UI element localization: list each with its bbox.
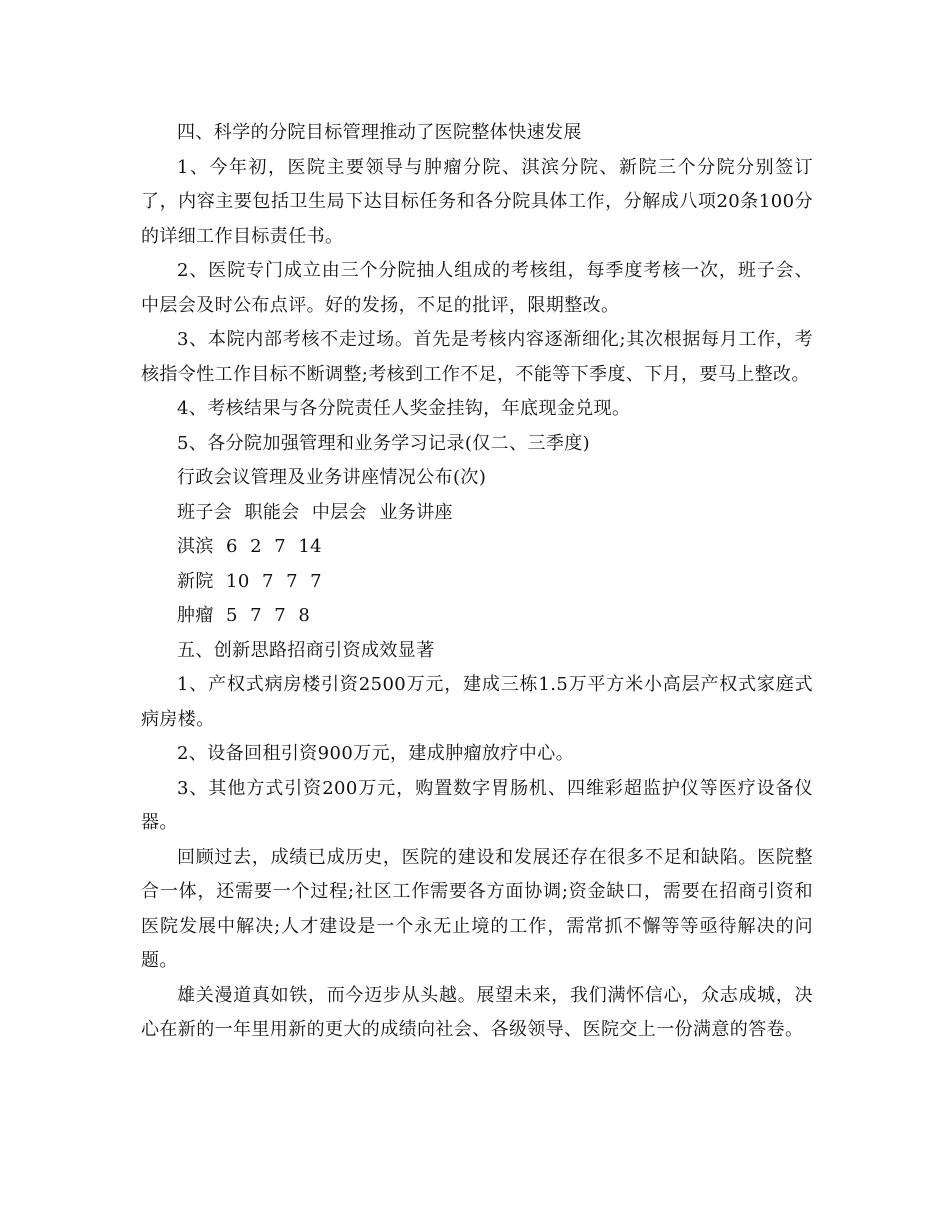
- paragraph: 3、本院内部考核不走过场。首先是考核内容逐渐细化;其次根据每月工作，考核指令性工作目标不断调整;考核到工作不足，不能等下季度、下月，要马上整改。: [141, 329, 813, 385]
- table-row: 肿瘤 5 7 7 8: [177, 605, 311, 626]
- table-header-row: 班子会 职能会 中层会 业务讲座: [177, 501, 453, 523]
- table-row: 淇滨 6 2 7 14: [177, 536, 323, 557]
- paragraph: 回顾过去，成绩已成历史，医院的建设和发展还存在很多不足和缺陷。医院整合一体，还需要一个过程;社区工作需要各方面协调;资金缺口，需要在招商引资和医院发展中解决;人才建设是一个永无止境的工作，需常抓不懈等等亟待解决的问题。: [141, 846, 813, 971]
- paragraph: 2、设备回租引资900万元，建成肿瘤放疗中心。: [177, 743, 575, 764]
- table-caption: 行政会议管理及业务讲座情况公布(次): [177, 467, 487, 488]
- section-heading-five: 五、创新思路招商引资成效显著: [177, 639, 435, 661]
- document-body: [141, 116, 813, 1048]
- paragraph: 1、今年初，医院主要领导与肿瘤分院、淇滨分院、新院三个分院分别签订了，内容主要包括卫生局下达目标任务和各分院具体工作，分解成八项20条100分的详细工作目标责任书。: [141, 156, 813, 247]
- paragraph: 2、医院专门成立由三个分院抽人组成的考核组，每季度考核一次，班子会、中层会及时公布点评。好的发扬，不足的批评，限期整改。: [141, 260, 813, 316]
- paragraph: 雄关漫道真如铁，而今迈步从头越。展望未来，我们满怀信心，众志成城，决心在新的一年里用新的更大的成绩向社会、各级领导、医院交上一份满意的答卷。: [141, 984, 813, 1040]
- paragraph: 5、各分院加强管理和业务学习记录(仅二、三季度): [177, 432, 591, 454]
- paragraph: 3、其他方式引资200万元，购置数字胃肠机、四维彩超监护仪等医疗设备仪器。: [141, 777, 813, 833]
- table-row: 新院 10 7 7 7: [177, 570, 323, 592]
- paragraph: 1、产权式病房楼引资2500万元，建成三栋1.5万平方米小高层产权式家庭式病房楼。: [141, 674, 813, 730]
- section-heading-four: 四、科学的分院目标管理推动了医院整体快速发展: [177, 122, 582, 143]
- paragraph: 4、考核结果与各分院责任人奖金挂钩，年底现金兑现。: [177, 398, 631, 419]
